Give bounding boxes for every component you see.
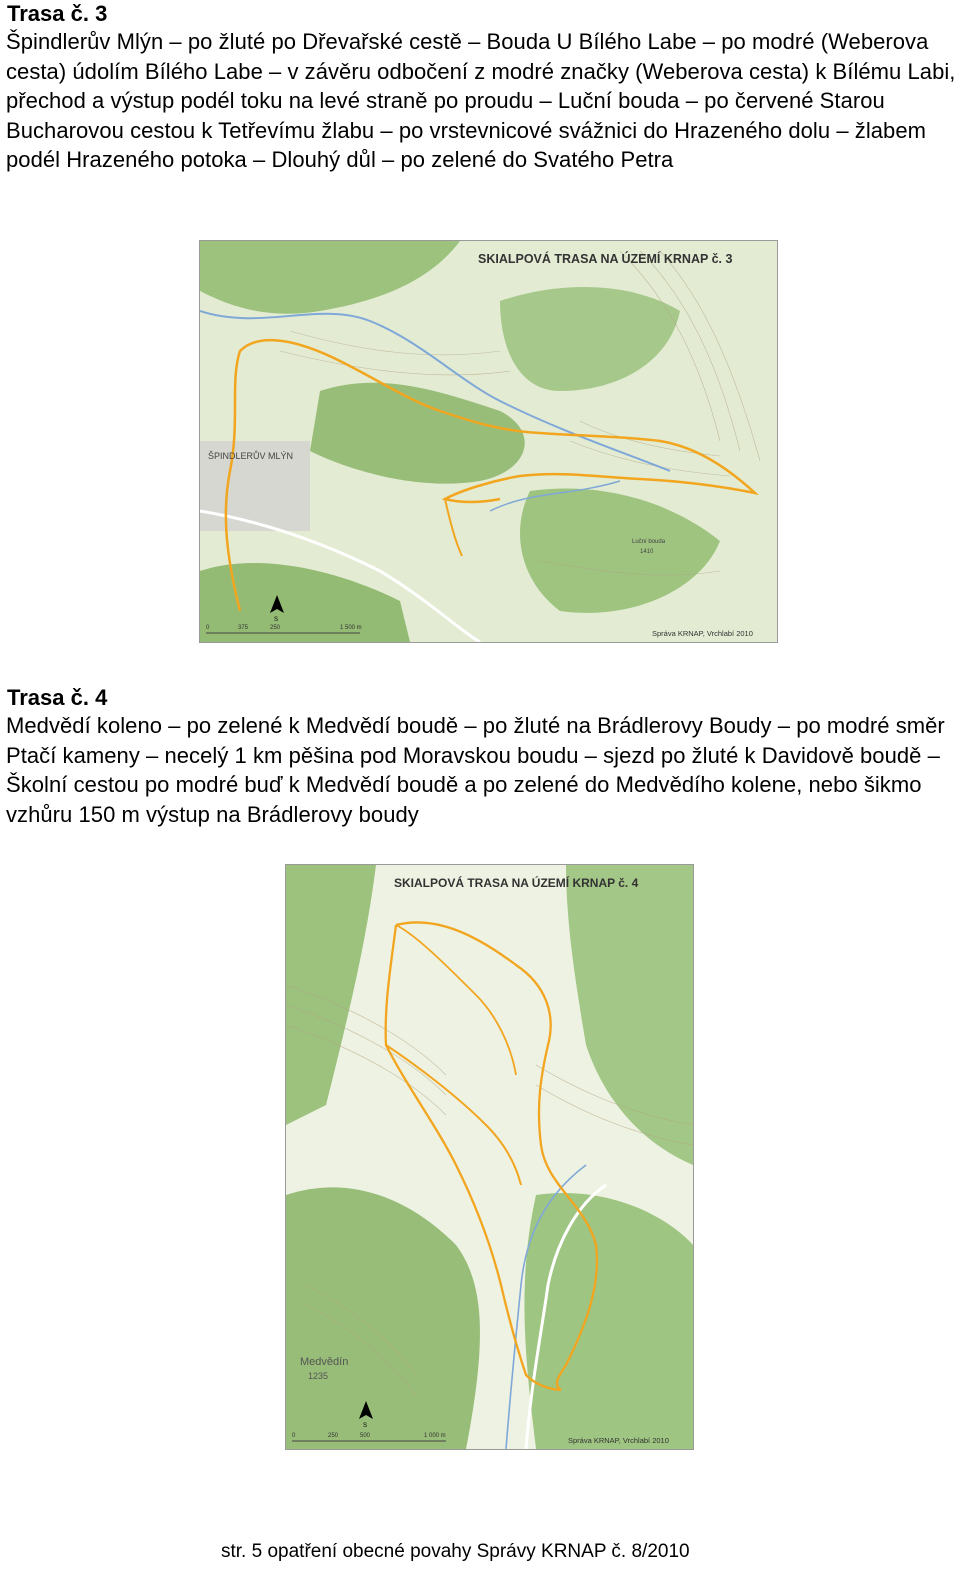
route4-heading: Trasa č. 4 xyxy=(7,685,108,710)
svg-text:375: 375 xyxy=(238,625,249,631)
route4-map-drawing xyxy=(286,865,693,1449)
map4-elev-medvedin: 1235 xyxy=(308,1371,329,1381)
route3-map-drawing xyxy=(200,241,777,642)
svg-text:1 000 m: 1 000 m xyxy=(424,1433,446,1439)
map4-title: SKIALPOVÁ TRASA NA ÚZEMÍ KRNAP č. 4 xyxy=(394,876,639,890)
map4-credit: Správa KRNAP, Vrchlabí 2010 xyxy=(568,1436,669,1445)
map4-forest-se xyxy=(524,1193,693,1449)
svg-text:S: S xyxy=(363,1423,368,1429)
svg-text:250: 250 xyxy=(270,625,281,631)
svg-text:0: 0 xyxy=(292,1433,296,1439)
map3-place-lucni: Luční bouda xyxy=(632,539,666,545)
map3-elev-lucni: 1410 xyxy=(640,549,654,555)
route3-map xyxy=(199,240,778,643)
svg-text:1 500 m: 1 500 m xyxy=(340,625,362,631)
route4-description: Medvědí koleno – po zelené k Medvědí boudě – po žluté na Brádlerovy Boudy – po modré směr Ptačí kameny – necelý 1 km pěšina pod Moravskou boudu – sjezd po žluté k Davidově boudě – Školní cestou po modré buď k Medvědí boudě a po zelené do Medvědího kolene, nebo šikmo vzhůru 150 m výstup na Brádlerovy boudy xyxy=(6,713,945,827)
svg-text:250: 250 xyxy=(328,1433,339,1439)
map3-title: SKIALPOVÁ TRASA NA ÚZEMÍ KRNAP č. 3 xyxy=(478,252,733,266)
svg-text:S: S xyxy=(274,617,279,623)
page-footer: str. 5 opatření obecné povahy Správy KRNAP č. 8/2010 xyxy=(221,1541,690,1562)
route3-heading: Trasa č. 3 xyxy=(7,1,108,26)
route4-map xyxy=(285,864,694,1450)
route3-description: Špindlerův Mlýn – po žluté po Dřevařské cestě – Bouda U Bílého Labe – po modré (Weberova cesta) údolím Bílého Labe – v závěru odbočení z modré značky (Weberova cesta) k Bílému Labi, přechod a výstup podél toku na levé straně po proudu – Luční bouda – po červené Starou Bucharovou cestou k Tetřevímu žlabu – po vrstevnicové svážnici do Hrazeného dolu – žlabem podél Hrazeného potoka – Dlouhý důl – po zelené do Svatého Petra xyxy=(6,29,956,172)
map4-place-medvedin: Medvědín xyxy=(300,1356,349,1368)
svg-text:500: 500 xyxy=(360,1433,371,1439)
map3-town-label: ŠPINDLERŮV MLÝN xyxy=(208,451,294,461)
svg-text:0: 0 xyxy=(206,625,210,631)
map3-credit: Správa KRNAP, Vrchlabí 2010 xyxy=(652,629,753,638)
